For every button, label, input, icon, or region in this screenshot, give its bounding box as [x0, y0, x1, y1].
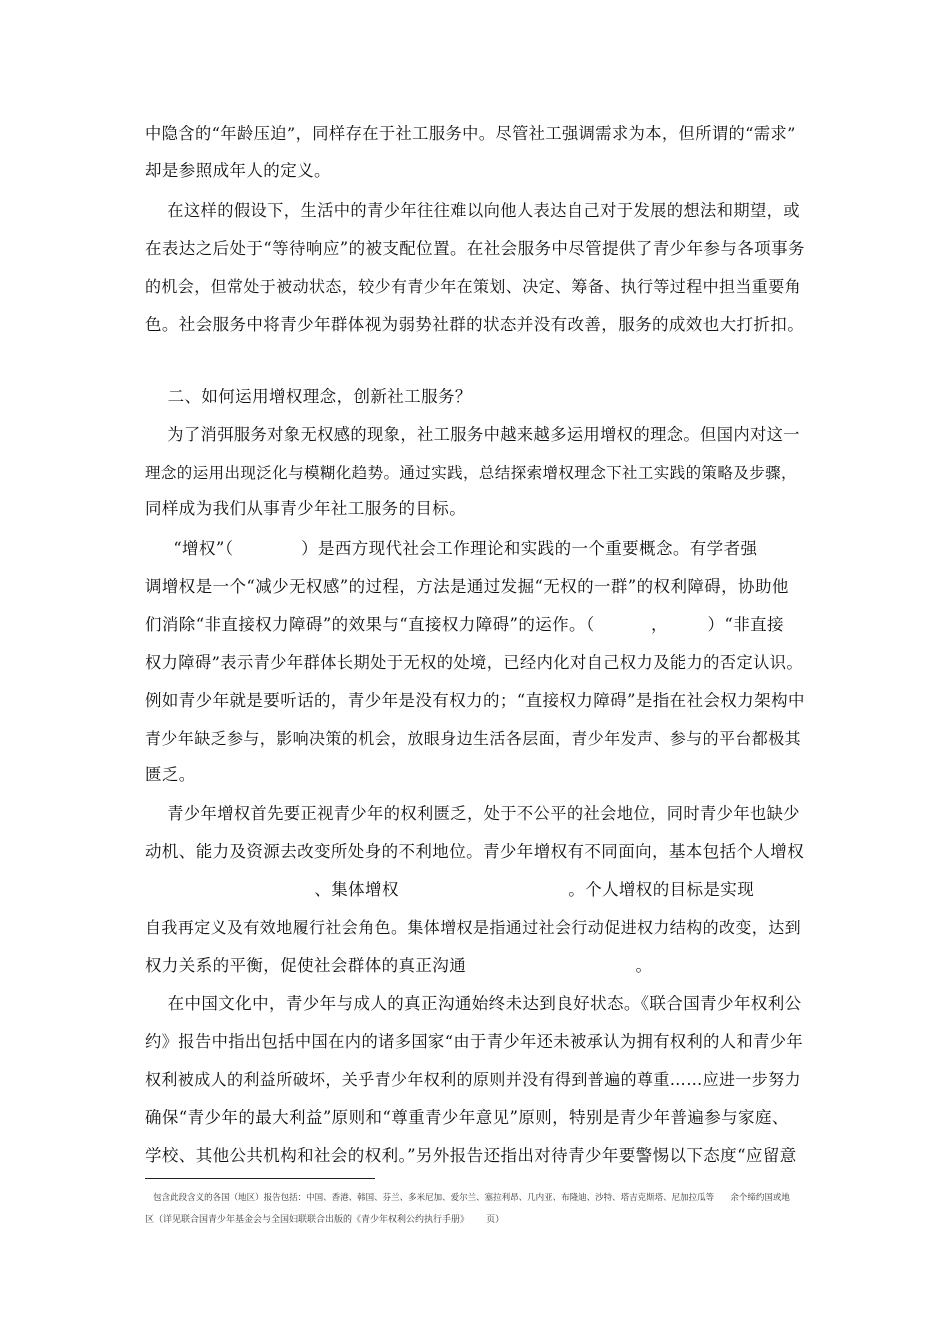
body-text-line: 在表达之后处于“等待响应”的被支配位置。在社会服务中尽管提供了青少年参与各项事务 [145, 239, 805, 258]
footnote-line: 包含此段含义的各国（地区）报告包括：中国、香港、韩国、芬兰、多米尼加、爱尔兰、塞拉利昂、几内亚、布隆迪、沙特、塔吉克斯塔、尼加拉瓜等 余个缔约国或地 [145, 1193, 790, 1203]
body-text-line: 中隐含的“年龄压迫”，同样存在于社工服务中。尽管社工强调需求为本，但所谓的“需求” [145, 124, 796, 143]
body-text-line: 动机、能力及资源去改变所处身的不利地位。青少年增权有不同面向，基本包括个人增权 [145, 842, 805, 861]
body-text-line: 调增权是一个“减少无权感”的过程，方法是通过发掘“无权的一群”的权利障碍，协助他 [145, 577, 789, 596]
body-text-line: 青少年缺乏参与，影响决策的机会，放眼身边生活各层面，青少年发声、参与的平台都极其 [145, 729, 802, 748]
body-text-line: 约》报告中指出包括中国在内的诸多国家“由于青少年还未被承认为拥有权利的人和青少年 [145, 1032, 804, 1051]
body-text-line: 权力障碍”表示青少年群体长期处于无权的处境，已经内化对自己权力及能力的否定认识。 [145, 653, 804, 672]
body-text-line: 却是参照成年人的定义。 [145, 161, 331, 180]
body-text-line: 匮乏。 [145, 765, 196, 784]
body-text-line: 色。社会服务中将青少年群体视为弱势社群的状态并没有改善，服务的成效也大打折扣。 [145, 315, 805, 334]
body-text-line: 理念的运用出现泛化与模糊化趋势。通过实践，总结探索增权理念下社工实践的策略及步骤， [145, 464, 797, 482]
body-text-line: 自我再定义及有效地履行社会角色。集体增权是指通过社会行动促进权力结构的改变，达到 [145, 918, 802, 937]
body-text-line: 学校、其他公共机构和社会的权利。”另外报告还指出对待青少年要警惕以下态度“应留意 [145, 1146, 797, 1165]
body-text-line: 们消除“非直接权力障碍”的效果与“直接权力障碍”的运作。（ ， ）“非直接 [145, 615, 784, 634]
body-text-line: 青少年增权首先要正视青少年的权利匮乏，处于不公平的社会地位，同时青少年也缺少 [145, 804, 800, 823]
body-text-line: “增权”（ ）是西方现代社会工作理论和实践的一个重要概念。有学者强 [145, 539, 758, 558]
body-text-line: 确保“青少年的最大利益”原则和“尊重青少年意见”原则，特别是青少年普遍参与家庭、 [145, 1108, 789, 1127]
footnote-divider [145, 1178, 375, 1179]
body-text-line: 为了消弭服务对象无权感的现象，社工服务中越来越多运用增权的理念。但国内对这一 [145, 425, 800, 444]
body-text-line: 例如青少年就是要听话的，青少年是没有权力的；“直接权力障碍”是指在社会权力架构中 [145, 691, 805, 710]
body-text-line: 同样成为我们从事青少年社工服务的目标。 [145, 499, 467, 518]
body-text-line: 、集体增权 。个人增权的目标是实现 [145, 880, 755, 899]
body-text-line: 的机会，但常处于被动状态，较少有青少年在策划、决定、筹备、执行等过程中担当重要角 [145, 277, 802, 296]
section-heading: 二、如何运用增权理念，创新社工服务？ [145, 387, 472, 406]
body-text-line: 在这样的假设下，生活中的青少年往往难以向他人表达自己对于发展的想法和期望，或 [145, 201, 800, 220]
body-text-line: 在中国文化中，青少年与成人的真正沟通始终未达到良好状态。《联合国青少年权利公 [145, 994, 802, 1013]
footnote-line: 区（详见联合国青少年基金会与全国妇联联合出版的《青少年权利公约执行手册》 页） [145, 1215, 505, 1225]
body-text-line: 权利被成人的利益所破坏，关乎青少年权利的原则并没有得到普遍的尊重……应进一步努力 [145, 1070, 802, 1089]
body-text-line: 权力关系的平衡，促使社会群体的真正沟通 。 [145, 956, 653, 975]
